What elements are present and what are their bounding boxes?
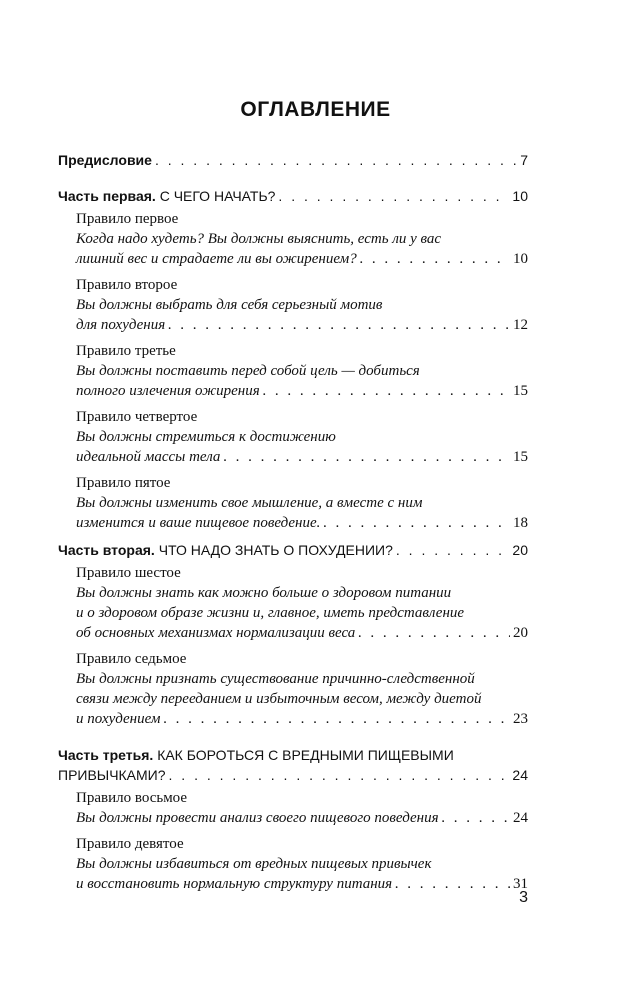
part-title: КАК БОРОТЬСЯ С ВРЕДНЫМИ ПИЩЕВЫМИ — [157, 747, 454, 763]
leader-dots — [263, 381, 510, 401]
entry-page: 10 — [513, 251, 528, 267]
leader-dots — [169, 765, 510, 785]
toc-entry-rule8 — [76, 808, 528, 828]
rule-name: Правило первое — [76, 211, 179, 227]
page-title: ОГЛАВЛЕНИЕ — [240, 98, 391, 121]
toc-entry-rule9 — [76, 874, 528, 894]
rule-text: Вы должны признать существование причинно-следственной — [76, 671, 475, 687]
rule-text: об основных механизмах нормализации веса — [76, 625, 356, 641]
toc-entry-rule6 — [76, 623, 528, 643]
rule-name: Правило девятое — [76, 836, 184, 852]
entry-page: 15 — [513, 449, 528, 465]
rule-text: Вы должны избавиться от вредных пищевых привычек — [76, 856, 432, 872]
part-title-line — [58, 745, 454, 765]
toc-entry-rule3 — [76, 381, 528, 401]
leader-dots — [358, 623, 510, 643]
toc-entry-rule2 — [76, 315, 528, 335]
leader-dots — [163, 709, 510, 729]
rule-text: и о здоровом образе жизни и, главное, иметь представление — [76, 605, 465, 621]
entry-label: Предисловие — [58, 152, 152, 168]
rule-name: Правило четвертое — [76, 409, 198, 425]
rule-text: Вы должны поставить перед собой цель — добиться — [76, 363, 420, 379]
toc-entry-rule4 — [76, 447, 528, 467]
entry-page: 24 — [513, 810, 528, 826]
rule-text: связи между перееданием и избыточным весом, между диетой — [76, 691, 482, 707]
rule-text: лишний вес и страдаете ли вы ожирением? — [76, 251, 357, 267]
toc-entry-part2 — [58, 540, 528, 560]
part-label: Часть вторая. — [58, 542, 155, 558]
leader-dots — [323, 513, 510, 533]
rule-text: Вы должны изменить свое мышление, а вместе с ним — [76, 495, 423, 511]
rule-name: Правило пятое — [76, 475, 171, 491]
rule-name: Правило седьмое — [76, 651, 187, 667]
rule-text: Вы должны стремиться к достижению — [76, 429, 336, 445]
rule-name: Правило второе — [76, 277, 178, 293]
toc-entry-rule5 — [76, 513, 528, 533]
leader-dots — [360, 249, 510, 269]
entry-page: 18 — [513, 515, 528, 531]
rule-text: Вы должны знать как можно больше о здоровом питании — [76, 585, 452, 601]
part-title: С ЧЕГО НАЧАТЬ? — [159, 188, 276, 204]
rule-text: для похудения — [76, 317, 166, 333]
entry-page: 12 — [513, 317, 528, 333]
rule-text: Вы должны провести анализ своего пищевого поведения — [76, 810, 439, 826]
rule-text: идеальной массы тела — [76, 449, 221, 465]
part-title: ПРИВЫЧКАМИ? — [58, 767, 166, 783]
rule-text: изменится и ваше пищевое поведение. — [76, 515, 321, 531]
toc-entry-rule1 — [76, 249, 528, 269]
entry-page: 20 — [512, 542, 528, 558]
rule-text: Вы должны выбрать для себя серьезный мотив — [76, 297, 383, 313]
rule-name: Правило шестое — [76, 565, 181, 581]
leader-dots — [223, 447, 510, 467]
entry-page: 24 — [512, 767, 528, 783]
leader-dots — [442, 808, 510, 828]
entry-page: 31 — [513, 876, 528, 892]
part-label: Часть третья. — [58, 747, 154, 763]
leader-dots — [168, 315, 510, 335]
leader-dots — [395, 874, 510, 894]
entry-page: 15 — [513, 383, 528, 399]
rule-text: и восстановить нормальную структуру питания — [76, 876, 393, 892]
leader-dots — [278, 186, 509, 206]
toc-entry-preface — [58, 150, 528, 170]
part-title: ЧТО НАДО ЗНАТЬ О ПОХУДЕНИИ? — [158, 542, 393, 558]
leader-dots — [155, 150, 517, 170]
entry-page: 20 — [513, 625, 528, 641]
toc-entry-part1 — [58, 186, 528, 206]
rule-text: полного излечения ожирения — [76, 383, 260, 399]
rule-text: Когда надо худеть? Вы должны выяснить, есть ли у вас — [76, 231, 442, 247]
page-number: 3 — [519, 889, 528, 906]
toc-entry-part3 — [58, 765, 528, 785]
toc-entry-rule7 — [76, 709, 528, 729]
rule-name: Правило восьмое — [76, 790, 188, 806]
part-label: Часть первая. — [58, 188, 156, 204]
leader-dots — [396, 540, 510, 560]
entry-page: 23 — [513, 711, 528, 727]
rule-name: Правило третье — [76, 343, 176, 359]
rule-text: и похудением — [76, 711, 161, 727]
entry-page: 10 — [512, 188, 528, 204]
entry-page: 7 — [520, 152, 528, 168]
